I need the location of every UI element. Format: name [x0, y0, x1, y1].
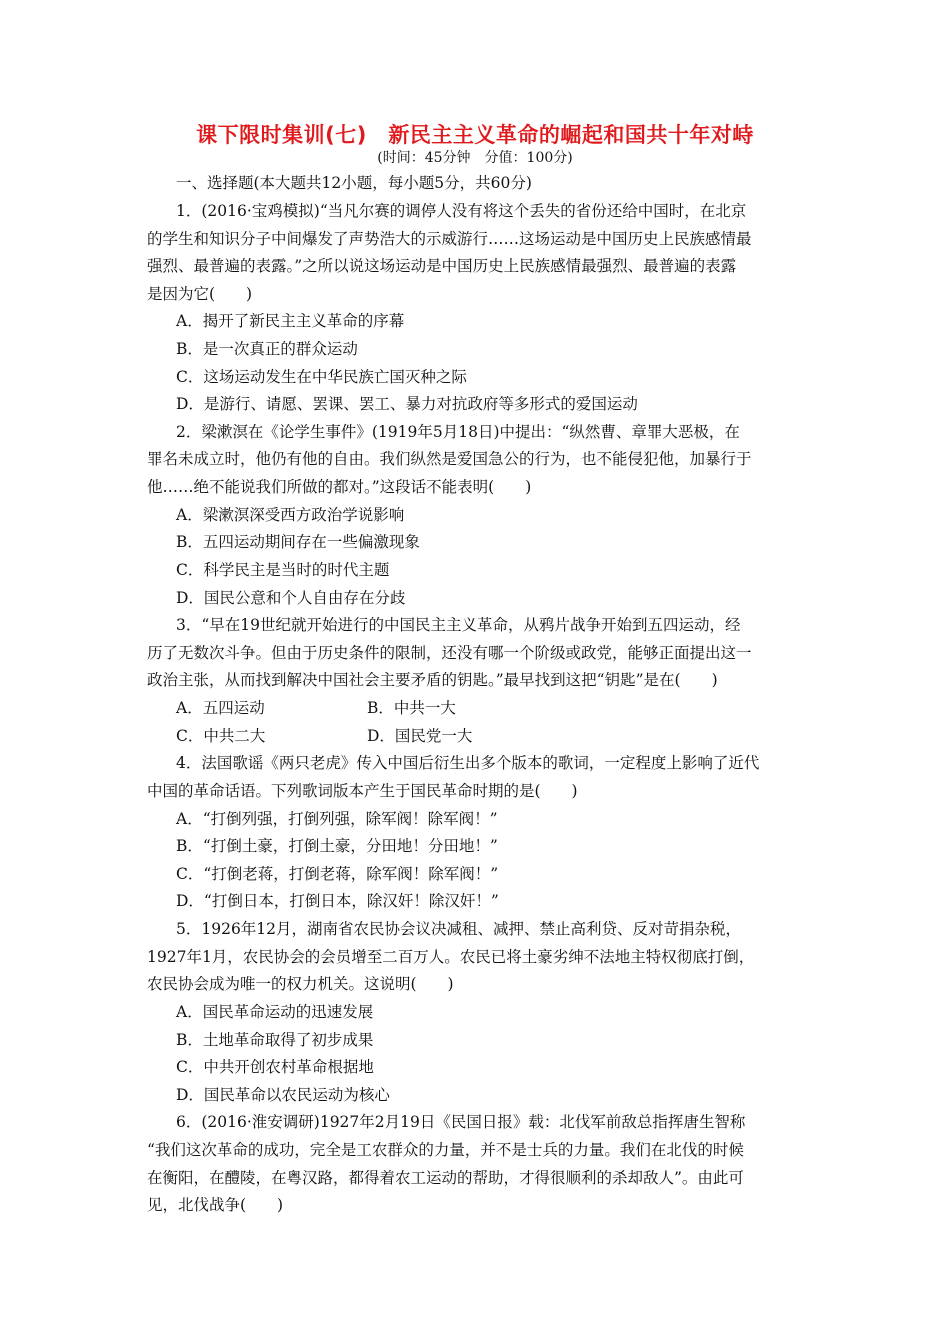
question-4-stem-line: 中国的革命话语。下列歌词版本产生于国民革命时期的是( ): [147, 782, 578, 800]
question-1-stem-line: 1．(2016·宝鸡模拟)“当凡尔赛的调停人没有将这个丢失的省份还给中国时，在北京: [176, 202, 747, 220]
question-3-option-a: A．五四运动: [176, 699, 265, 717]
question-3-stem-line: 3．“早在19世纪就开始进行的中国民主主义革命，从鸦片战争开始到五四运动，经: [176, 616, 741, 634]
question-4-option-c: C．“打倒老蒋，打倒老蒋，除军阀！除军阀！”: [176, 865, 499, 883]
question-6-stem-line: 见，北伐战争( ): [147, 1196, 284, 1214]
question-3-option-b: B．中共一大: [367, 699, 456, 717]
question-4-option-b: B．“打倒土豪，打倒土豪，分田地！分田地！”: [176, 837, 498, 855]
question-6-stem-line: “我们这次革命的成功，完全是工农群众的力量，并不是士兵的力量。我们在北伐的时候: [147, 1141, 744, 1159]
question-2-option-a: A．梁漱溟深受西方政治学说影响: [176, 506, 405, 524]
page-subtitle: (时间：45分钟 分值：100分): [377, 150, 573, 166]
question-6-stem-line: 在衡阳，在醴陵，在粤汉路，都得着农工运动的帮助，才得很顺利的杀却敌人”。由此可: [147, 1169, 744, 1187]
question-1-option-d: D．是游行、请愿、罢课、罢工、暴力对抗政府等多形式的爱国运动: [176, 395, 638, 413]
question-5-stem-line: 5．1926年12月，湖南省农民协会议决减租、减押、禁止高利贷、反对苛捐杂税，: [176, 920, 742, 938]
question-2-stem-line: 他……绝不能说我们所做的都对。”这段话不能表明( ): [147, 478, 532, 496]
question-2-option-c: C．科学民主是当时的时代主题: [176, 561, 390, 579]
question-1-stem-line: 强烈、最普遍的表露。”之所以说这场运动是中国历史上民族感情最强烈、最普遍的表露: [147, 257, 737, 275]
question-3-stem-line: 历了无数次斗争。但由于历史条件的限制，还没有哪一个阶级或政党，能够正面提出这一: [147, 644, 752, 662]
question-4-option-d: D．“打倒日本，打倒日本，除汉奸！除汉奸！”: [176, 892, 499, 910]
question-1-option-b: B．是一次真正的群众运动: [176, 340, 358, 358]
question-2-stem-line: 罪名未成立时，他仍有他的自由。我们纵然是爱国急公的行为，也不能侵犯他，加暴行于: [147, 450, 752, 468]
question-5-option-d: D．国民革命以农民运动为核心: [176, 1086, 390, 1104]
question-5-option-a: A．国民革命运动的迅速发展: [176, 1003, 374, 1021]
question-3-option-c: C．中共二大: [176, 727, 266, 745]
page-title: 课下限时集训(七) 新民主主义革命的崛起和国共十年对峙: [196, 123, 754, 147]
question-1-option-a: A．揭开了新民主主义革命的序幕: [176, 312, 405, 330]
question-2-stem-line: 2．梁漱溟在《论学生事件》(1919年5月18日)中提出：“纵然曹、章罪大恶极，在: [176, 423, 740, 441]
section-heading: 一、选择题(本大题共12小题，每小题5分，共60分): [176, 174, 532, 192]
question-6-stem-line: 6．(2016·淮安调研)1927年2月19日《民国日报》载：北伐军前敌总指挥唐生智称: [176, 1113, 746, 1131]
question-5-option-b: B．土地革命取得了初步成果: [176, 1031, 374, 1049]
question-5-stem-line: 农民协会成为唯一的权力机关。这说明( ): [147, 975, 454, 993]
question-3-option-d: D．国民党一大: [367, 727, 473, 745]
question-3-stem-line: 政治主张，从而找到解决中国社会主要矛盾的钥匙。”最早找到这把“钥匙”是在( ): [147, 671, 718, 689]
question-5-option-c: C．中共开创农村革命根据地: [176, 1058, 374, 1076]
question-4-option-a: A．“打倒列强，打倒列强，除军阀！除军阀！”: [176, 810, 498, 828]
question-1-stem-line: 是因为它( ): [147, 285, 253, 303]
question-2-option-b: B．五四运动期间存在一些偏激现象: [176, 533, 420, 551]
question-1-stem-line: 的学生和知识分子中间爆发了声势浩大的示威游行……这场运动是中国历史上民族感情最: [147, 230, 752, 248]
question-2-option-d: D．国民公意和个人自由存在分歧: [176, 589, 406, 607]
question-4-stem-line: 4．法国歌谣《两只老虎》传入中国后衍生出多个版本的歌词，一定程度上影响了近代: [176, 754, 760, 772]
question-1-option-c: C．这场运动发生在中华民族亡国灭种之际: [176, 368, 467, 386]
question-5-stem-line: 1927年1月，农民协会的会员增至二百万人。农民已将土豪劣绅不法地主特权彻底打倒，: [147, 948, 755, 966]
